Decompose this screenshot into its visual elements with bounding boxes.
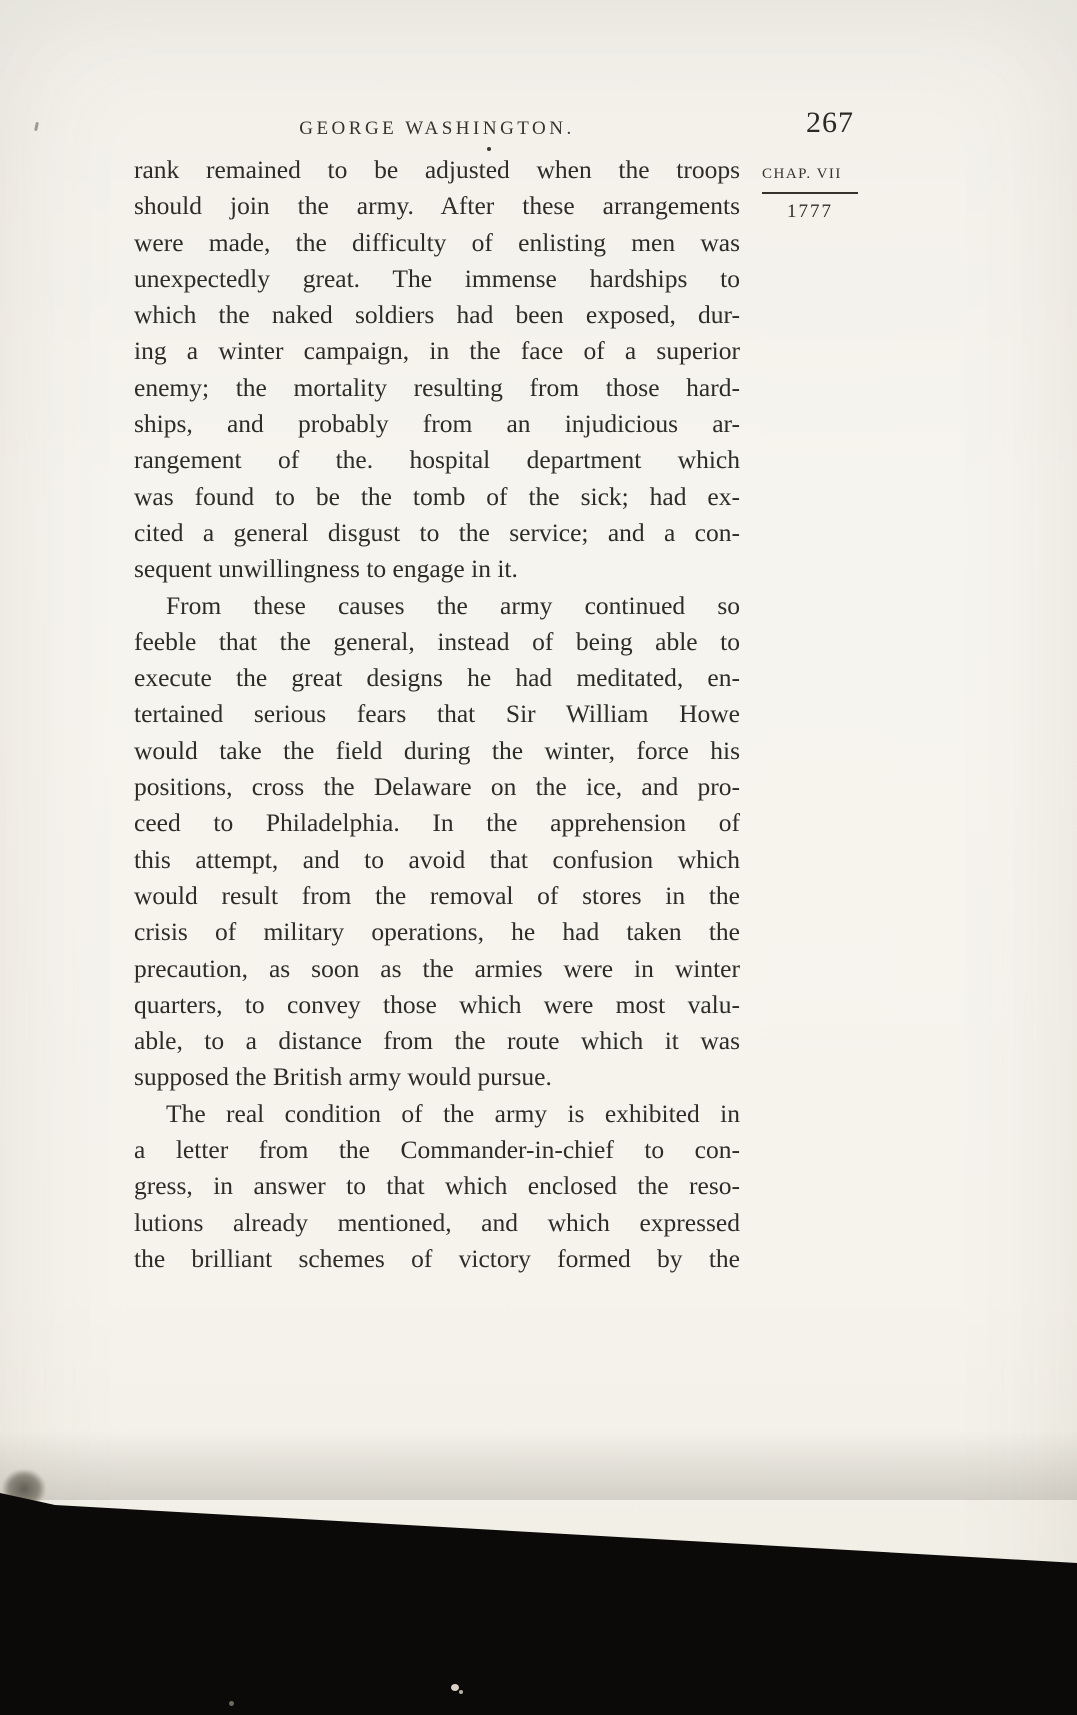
text-line: positions, cross the Delaware on the ice, and pro-	[134, 772, 740, 802]
text-line: enemy; the mortality resulting from those hard-	[134, 372, 740, 402]
sidenote-chapter: CHAP. VII	[762, 166, 842, 182]
text-line: ceed to Philadelphia. In the apprehension of	[134, 808, 740, 838]
text-line: tertained serious fears that Sir William Howe	[134, 699, 740, 729]
text-line: supposed the British army would pursue.	[134, 1062, 552, 1092]
text-line: was found to be the tomb of the sick; had ex-	[134, 481, 740, 511]
scan-black-band	[0, 1475, 1077, 1715]
paragraph	[134, 1096, 740, 1277]
text-line: crisis of military operations, he had taken the	[134, 917, 740, 947]
text-line: From these causes the army continued so	[166, 590, 740, 620]
running-head-title: GEORGE WASHINGTON.	[299, 118, 575, 139]
text-line: ships, and probably from an injudicious ar-	[134, 409, 740, 439]
text-line: which the naked soldiers had been exposed, dur-	[134, 300, 740, 330]
text-line: feeble that the general, instead of being able to	[134, 626, 740, 656]
text-line: lutions already mentioned, and which expressed	[134, 1207, 740, 1237]
text-line: cited a general disgust to the service; and a con-	[134, 517, 740, 547]
text-line: precaution, as soon as the armies were in winter	[134, 953, 740, 983]
paragraph	[134, 588, 740, 1096]
scan-shadow-gradient	[0, 1430, 1077, 1500]
paragraph	[134, 152, 740, 588]
text-line: this attempt, and to avoid that confusion which	[134, 844, 740, 874]
text-line: able, to a distance from the route which it was	[134, 1026, 740, 1056]
text-line: execute the great designs he had meditated, en-	[134, 663, 740, 693]
sidenote	[762, 166, 858, 223]
text-line: rank remained to be adjusted when the troops	[134, 155, 740, 184]
text-line: a letter from the Commander-in-chief to con-	[134, 1135, 740, 1165]
text-line: quarters, to convey those which were most valu-	[134, 989, 740, 1019]
sidenote-rule	[762, 192, 858, 194]
text-line: The real condition of the army is exhibited in	[166, 1098, 740, 1128]
text-line: were made, the difficulty of enlisting men was	[134, 227, 740, 257]
page-number: 267	[806, 106, 854, 139]
scan-white-speck	[229, 1701, 234, 1706]
text-line: would result from the removal of stores in the	[134, 880, 740, 910]
text-line: gress, in answer to that which enclosed the reso-	[134, 1171, 740, 1201]
text-line: the brilliant schemes of victory formed by the	[134, 1243, 740, 1273]
text-line: should join the army. After these arrangements	[134, 191, 740, 221]
scan-margin-mark	[34, 122, 39, 131]
text-line: would take the field during the winter, force his	[134, 735, 740, 765]
text-line: rangement of the. hospital department which	[134, 445, 740, 475]
text-line: unexpectedly great. The immense hardships to	[134, 263, 740, 293]
text-line: ing a winter campaign, in the face of a superior	[134, 336, 740, 366]
scan-white-speck	[451, 1684, 459, 1691]
text-block	[134, 152, 740, 1277]
scan-ink-dot	[487, 147, 491, 151]
scan-white-speck	[459, 1690, 463, 1694]
text-line: sequent unwillingness to engage in it.	[134, 554, 518, 584]
sidenote-year: 1777	[787, 201, 833, 222]
